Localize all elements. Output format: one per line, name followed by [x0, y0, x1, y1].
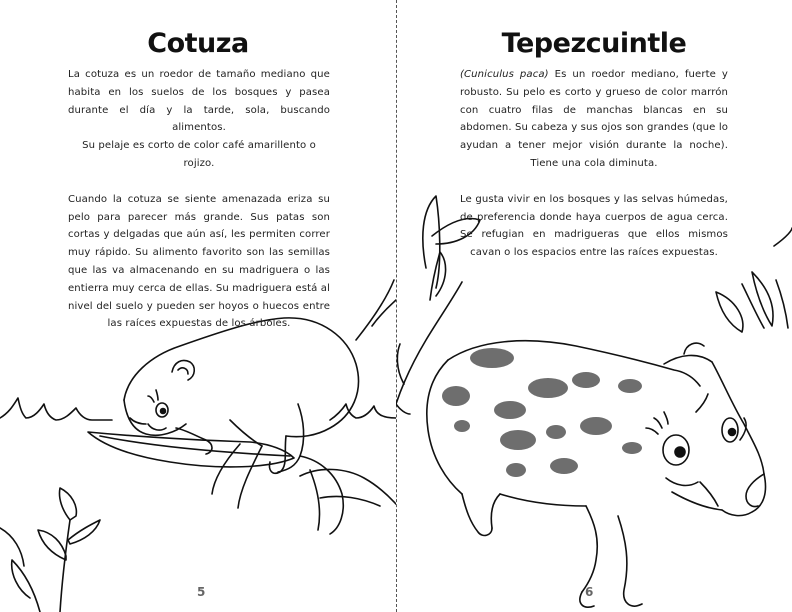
paragraph-fur: Su pelaje es corto de color café amarillento o rojizo.: [82, 140, 316, 169]
plant-bottom-left: [60, 520, 70, 612]
plant-upper-right: [774, 228, 792, 246]
paragraph-description-text: Es un roedor mediano, fuerte y robusto. Su pelo es corto y grueso de color marrón con cuatro filas de manchas blancas en su abdomen. Su cabeza y sus ojos son grandes (que lo ayudan a tener mejor visión durante la noche). Tiene una cola diminuta.: [460, 69, 728, 169]
body-text: [68, 66, 330, 333]
bush-bottom-right: [300, 469, 396, 504]
page-number: 6: [585, 585, 594, 599]
agouti-body: [124, 318, 358, 437]
page-number: 5: [197, 585, 206, 599]
grass-line: [0, 398, 112, 420]
paragraph-description: La cotuza es un roedor de tamaño mediano que habita en los suelos de los bosques y pasea durante el día y la tarde, sola, buscando alimentos.: [68, 69, 330, 134]
scientific-name: (Cuniculus paca): [460, 69, 549, 80]
grass-line: [396, 404, 410, 414]
paca-spots: [442, 348, 642, 477]
paca-head: [664, 355, 712, 364]
page-title: Cotuza: [147, 28, 249, 59]
right-page: [396, 0, 792, 612]
paragraph-habitat: Le gusta vivir en los bosques y las selvas húmedas, de preferencia donde haya cuerpos de agua cerca. Se refugian en madrigueras que ellos mismos cavan o los espacios entre las raíces expuestas.: [460, 193, 728, 259]
paragraph-description: [460, 66, 728, 173]
plant-upper-left: [396, 282, 462, 404]
background-leaf: [356, 280, 394, 340]
paragraph-behavior: Cuando la cotuza se siente amenazada eriza su pelo para parecer más grande. Sus patas son cortas y delgadas que aún así, les permiten correr muy rápido. Su alimento favorito son las semillas que las va almacenando en su madriguera o las entierra muy cerca de ellas. Su madriguera está al nivel del suelo y pueden ser hoyos o huecos entre las raíces expuestas de los árboles.: [68, 193, 330, 330]
body-text: [460, 66, 728, 262]
page-title: Tepezcuintle: [501, 28, 687, 59]
